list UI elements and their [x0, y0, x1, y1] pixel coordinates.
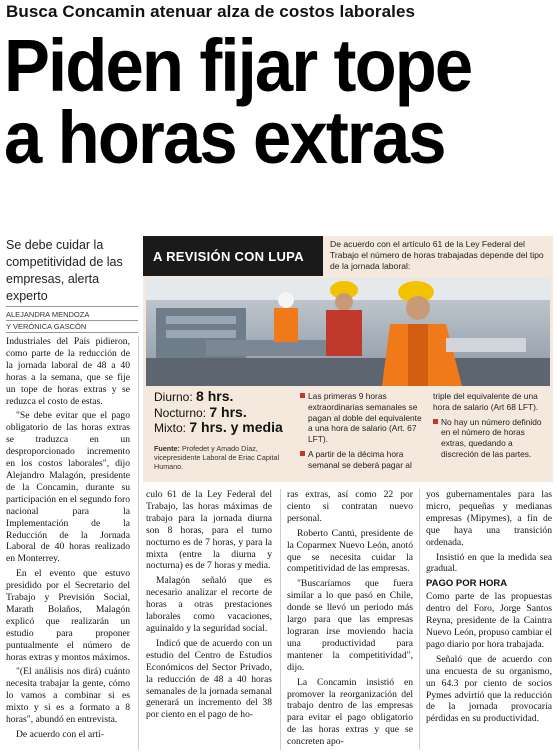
author-1: ALEJANDRA MENDOZA	[6, 309, 138, 321]
hours-row	[154, 405, 294, 421]
hours-label: Diurno:	[154, 390, 193, 404]
paragraph: En el evento que estuvo presidido por el Secretario del Trabajo y Previsión Social, Marath Bolaños, Malagón explicó que realizarán un estudio para proponer puntualmente el número de horas extras y montos máximos.	[6, 568, 130, 663]
paragraph: culo 61 de la Ley Federal del Trabajo, las horas máximas de trabajo para la jornada diurna son 8 horas, para el turno nocturno es de 7 horas, y para la mixta (entre la diurna y nocturna) es de 7 horas y media.	[146, 489, 272, 572]
factory-workers-photo	[146, 278, 550, 386]
bullet-text: Las primeras 9 horas extraordinarias semanales se pagan al doble del equivalente a una hora de salario (Art. 67 LFT).	[308, 391, 422, 445]
bullet-text: A partir de la décima hora semanal se deberá pagar al	[308, 448, 412, 470]
bullet-item	[300, 449, 428, 471]
article-column-2	[146, 489, 272, 724]
paragraph: "Buscaríamos que fuera similar a lo que pasó en Chile, donde se llevó un periodo más largo para que las empresas lograran irse moviendo hacia una productividad para mantener la competitividad", dijo.	[287, 578, 413, 673]
bullet-square-icon	[433, 419, 438, 424]
source-label: Fuente:	[154, 444, 180, 453]
bullet-square-icon	[300, 393, 305, 398]
headline-line-1: Piden fijar tope	[4, 24, 472, 107]
paragraph: Señaló que de acuerdo con una encuesta de su organismo, un 64.3 por ciento de socios Pymes advirtió que la reducción de la jornada provocaría pérdidas en su productividad.	[426, 653, 552, 725]
bullet-list-left	[300, 391, 428, 475]
paragraph: La Concamin insistió en promover la reorganización del trabajo dentro de las empresas para evitar el pago obligatorio de las horas extras y que se concreten apo-	[287, 676, 413, 748]
article-column-3	[287, 489, 413, 751]
hours-value: 7 hrs.	[209, 403, 247, 420]
paragraph: Indicó que de acuerdo con un estudio del Centro de Estudios Económicos del Sector Privado, la reducción de 48 a 40 horas semanales de la jornada semanal generará un incremento del 38 por ciento en el pago de ho-	[146, 637, 272, 721]
bullet-item	[433, 417, 549, 460]
hours-list	[154, 389, 294, 436]
hours-value: 7 hrs. y media	[189, 419, 283, 435]
kicker: Busca Concamin atenuar alza de costos laborales	[6, 2, 416, 21]
article-column-1	[6, 336, 130, 744]
subhead: Se debe cuidar la competitividad de las empresas, alerta experto	[6, 238, 123, 303]
hours-row	[154, 389, 294, 405]
bullet-continuation: triple del equivalente de una hora de salario (Art 68 LFT).	[433, 391, 539, 412]
paragraph: De acuerdo con el artí-	[16, 729, 104, 740]
headline-line-2: a horas extras	[4, 96, 445, 179]
column-rule	[280, 489, 281, 750]
author-2: Y VERÓNICA GASCÓN	[6, 321, 138, 333]
info-box-title: A REVISIÓN CON LUPA	[143, 236, 323, 276]
info-box-intro: De acuerdo con el artículo 61 de la Ley Federal del Trabajo el número de horas trabajadas depende del tipo de la jornada laboral:	[330, 239, 544, 271]
paragraph: Industriales del País pidieron, como parte de la reducción de la jornada laboral de 48 a 40 horas a la semana, que se fije un tope de horas extras y se reduzca el costo de estas.	[6, 336, 130, 407]
paragraph: Roberto Cantú, presidente de la Coparmex Nuevo León, anotó que se necesita cuidar la competitividad de las empresas.	[287, 527, 413, 575]
bullet-item	[300, 391, 428, 445]
bullet-list-right	[433, 391, 549, 464]
column-rule	[138, 336, 139, 750]
bullet-text: No hay un número definido en el número de horas extras, quedando a discreción de las partes.	[441, 416, 542, 459]
paragraph: "Se debe evitar que el pago obligatorio de las horas extras se traduzca en un desproporcionado incremento en los costos laborales", dijo Alejandro Malagón, presidente de la Concamin, durante su participación en el segundo foro nacional para la Implementación de la Reducción de la Jornada Laboral de 40 horas realizado en Monterrey.	[6, 410, 130, 565]
hours-value: 8 hrs.	[196, 388, 234, 404]
paragraph: Malagón señaló que es necesario analizar el recorte de horas a otras prestaciones laborales como vacaciones, aguinaldo y la seguridad social.	[146, 575, 272, 634]
column-rule	[419, 489, 420, 750]
source-note	[154, 444, 294, 471]
hours-row	[154, 420, 294, 436]
article-column-4	[426, 489, 552, 728]
paragraph: ras extras, así como 22 por ciento si contratan nuevo personal.	[287, 489, 413, 524]
paragraph: Insistió en que la medida sea gradual.	[426, 551, 552, 575]
paragraph: Como parte de las propuestas dentro del Foro, Jorge Santos Reyna, presidente de la Caintra Nuevo León, propuso cambiar el pago diario por hora trabajada.	[426, 591, 553, 650]
headline	[4, 24, 516, 179]
hours-label: Nocturno:	[154, 405, 207, 420]
bullet-square-icon	[300, 451, 305, 456]
source-text: Profedet y Amado Díaz, vicepresidente Laboral de Eriac Capital Humano.	[154, 444, 280, 471]
section-heading: PAGO POR HORA	[426, 578, 508, 590]
byline	[6, 306, 138, 333]
factory-workers-illustration	[146, 278, 550, 386]
paragraph: yos gubernamentales para las micro, pequeñas y medianas empresas (Mipymes), a fin de que haya una transición ordenada.	[426, 489, 552, 548]
hours-label: Mixto:	[154, 421, 187, 435]
paragraph: "(El análisis nos dirá) cuánto necesita trabajar la gente, cómo lo vamos a combinar si es mixto y si es a formato a 8 horas", abundó en entrevista.	[6, 666, 130, 726]
